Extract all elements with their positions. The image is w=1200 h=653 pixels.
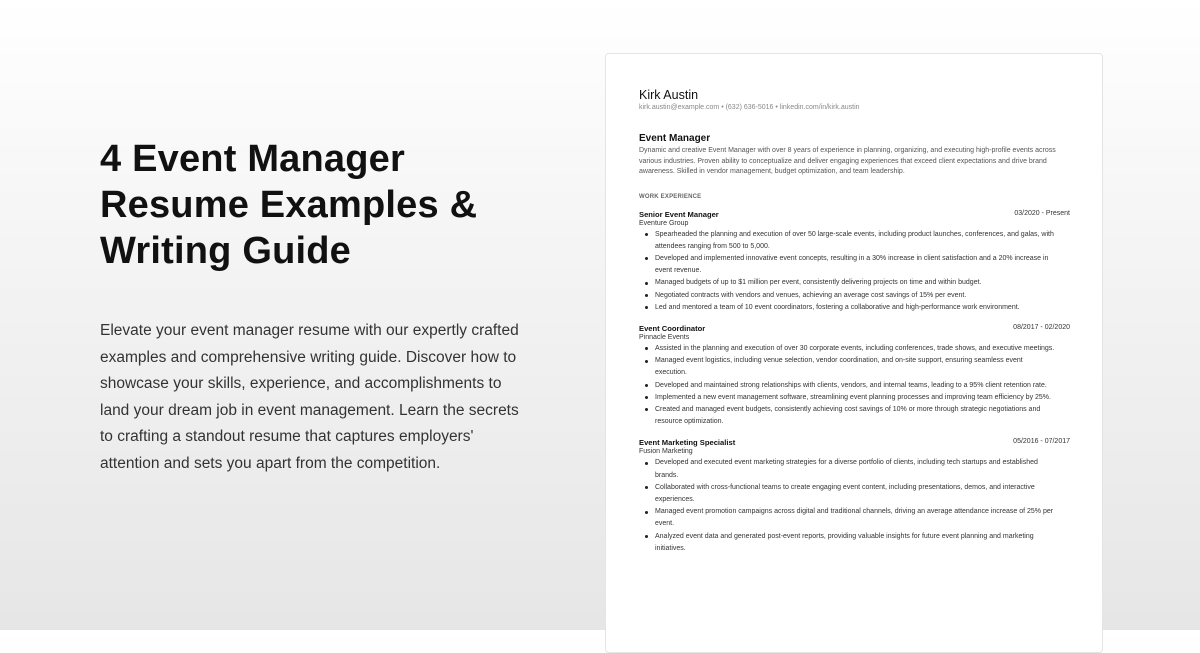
hero — [100, 136, 540, 478]
job-header — [639, 324, 1070, 333]
page-title: 4 Event Manager Resume Examples & Writing Guide — [100, 138, 478, 272]
job-entry — [639, 210, 1069, 314]
job-entry — [639, 438, 1069, 555]
job-company: Pinnacle Events — [639, 333, 690, 341]
job-bullet: Developed and implemented innovative event concepts, resulting in a 30% increase in client satisfaction and a 20% increase in event revenue. — [655, 253, 1055, 277]
job-dates: 03/2020 - Present — [1014, 209, 1070, 217]
job-bullet: Spearheaded the planning and execution of over 50 large-scale events, including product launches, conferences, and galas, with attendees ranging from 500 to 5,000. — [655, 229, 1055, 253]
job-bullet: Negotiated contracts with vendors and venues, achieving an average cost savings of 15% per event. — [655, 290, 1055, 302]
job-header — [639, 438, 1070, 447]
job-header — [639, 210, 1070, 219]
job-bullet: Led and mentored a team of 10 event coordinators, fostering a collaborative and high-performance work environment. — [655, 302, 1055, 314]
resume-contact: kirk.austin@example.com • (632) 636-5016 • linkedin.com/in/kirk.austin — [639, 104, 860, 111]
job-title: Event Coordinator — [639, 323, 706, 333]
job-bullet: Assisted in the planning and execution of over 30 corporate events, including conferences, trade shows, and executive meetings. — [655, 343, 1055, 355]
job-bullets — [639, 457, 1069, 555]
job-bullets — [639, 343, 1069, 428]
resume-title: Event Manager — [639, 133, 711, 144]
job-bullet: Managed budgets of up to $1 million per event, consistently delivering projects on time and within budget. — [655, 277, 1055, 289]
resume-preview — [605, 53, 1103, 653]
job-company: Eventure Group — [639, 219, 689, 227]
job-dates: 08/2017 - 02/2020 — [1013, 323, 1070, 331]
job-bullet: Analyzed event data and generated post-event reports, providing valuable insights for future event planning and marketing initiatives. — [655, 531, 1055, 555]
job-entry — [639, 324, 1069, 428]
job-bullet: Implemented a new event management software, streamlining event planning processes and improving team efficiency by 25%. — [655, 392, 1055, 404]
job-company: Fusion Marketing — [639, 448, 693, 456]
job-bullet: Created and managed event budgets, consistently achieving cost savings of 10% or more through strategic negotiations and resource optimization. — [655, 404, 1055, 428]
job-bullet: Developed and executed event marketing strategies for a diverse portfolio of clients, including tech startups and established brands. — [655, 457, 1055, 481]
resume-name: Kirk Austin — [639, 88, 699, 102]
job-title: Senior Event Manager — [639, 209, 719, 219]
job-bullet: Collaborated with cross-functional teams to create engaging event content, including presentations, demos, and interactive experiences. — [655, 482, 1055, 506]
job-bullet: Managed event promotion campaigns across digital and traditional channels, driving an average attendance increase of 25% per event. — [655, 506, 1055, 530]
page-description: Elevate your event manager resume with our expertly crafted examples and comprehensive writing guide. Discover how to showcase your skills, experience, and accomplishments to land your dream job in event management. Learn the secrets to crafting a standout resume that captures employers' attention and sets you apart from the competition. — [100, 322, 519, 472]
job-bullet: Managed event logistics, including venue selection, vendor coordination, and on-site support, ensuring seamless event execution. — [655, 355, 1055, 379]
resume-summary: Dynamic and creative Event Manager with over 8 years of experience in planning, organizing, and executing high-profile events across various industries. Proven ability to conceptualize and deliver engaging experiences that exceed client expectations and drive brand awareness. Skilled in vendor management, budget optimization, and team leadership. — [639, 147, 1056, 175]
job-title: Event Marketing Specialist — [639, 438, 736, 448]
job-bullet: Developed and maintained strong relationships with clients, vendors, and internal teams, leading to a 95% client retention rate. — [655, 380, 1055, 392]
job-bullets — [639, 229, 1069, 314]
job-dates: 05/2016 - 07/2017 — [1013, 438, 1070, 446]
section-heading: WORK EXPERIENCE — [639, 193, 702, 200]
